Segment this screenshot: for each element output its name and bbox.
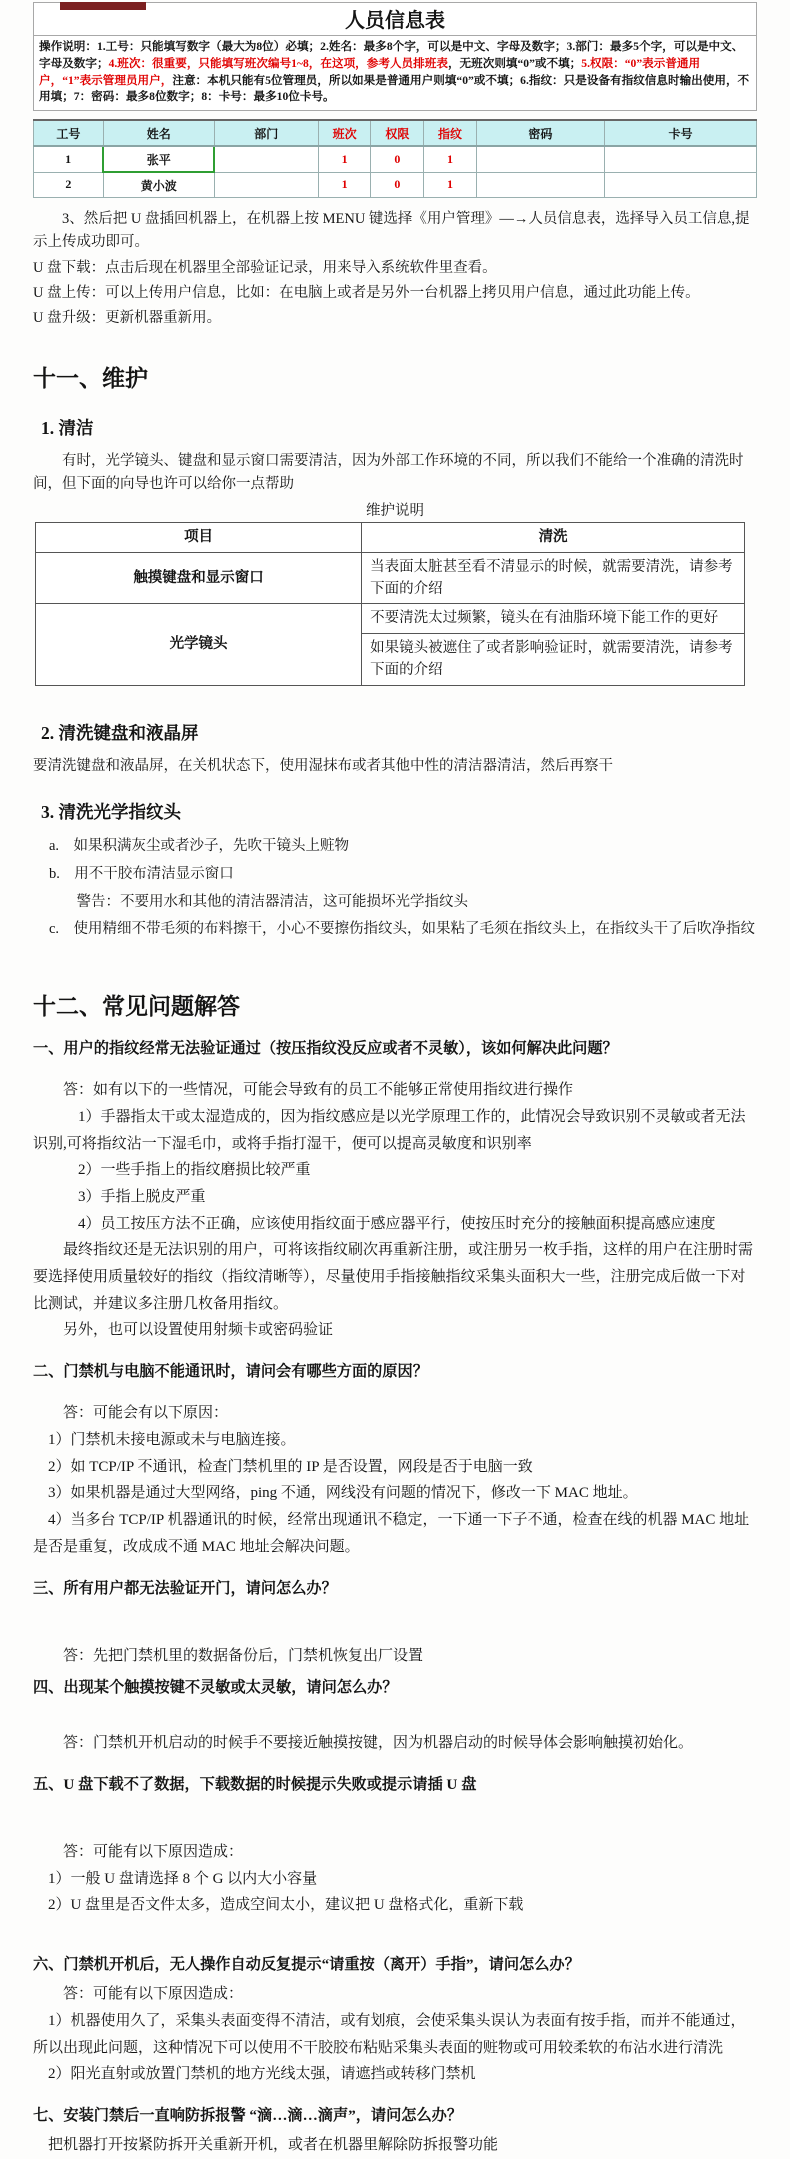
faq-question-4: 四、出现某个触摸按键不灵敏或太灵敏，请问怎么办？ [33, 1678, 398, 1696]
answer-line: 答：门禁机开机启动的时候手不要接近触摸按键，因为机器启动的时候导体会影响触摸初始化。 [63, 1734, 694, 1751]
maintenance-clean-lens-b: 如果镜头被遮住了或者影响验证时，就需要清洗，请参考下面的介绍 [362, 633, 745, 685]
cell-privilege: 0 [371, 172, 424, 198]
instruction-segment-2: ，无班次则填“0”或不填； [447, 56, 582, 70]
faq-answer-5 [33, 1839, 757, 1919]
cell-card-number [604, 172, 756, 198]
usb-notes [33, 208, 757, 330]
col-header-privilege: 权限 [371, 120, 424, 146]
table-row [34, 172, 757, 198]
cell-shift: 1 [318, 172, 371, 198]
cell-employee-id: 2 [34, 172, 104, 198]
col-header-card-number: 卡号 [604, 120, 756, 146]
instruction-segment-privilege: 5.权限：“0”表示普通用户，“1”表示管理员用户， [39, 56, 701, 87]
answer-line: 1）门禁机未接电源或未与电脑连接。 [48, 1432, 296, 1449]
col-header-password: 密码 [476, 120, 604, 146]
operation-instructions [34, 36, 756, 110]
faq-question-2: 二、门禁机与电脑不能通讯时，请问会有哪些方面的原因？ [33, 1363, 428, 1381]
cell-employee-id: 1 [34, 146, 104, 172]
answer-line: 1）手器指太干或太湿造成的，因为指纹感应是以光学原理工作的，此情况会导致识别不灵敏或者无法识别,可将指纹沾一下湿毛巾，或将手指打湿干，便可以提高灵敏度和识别率 [33, 1108, 746, 1152]
document-page [33, 2, 757, 2159]
answer-line: 1）一般 U 盘请选择 8 个 G 以内大小容量 [48, 1870, 318, 1887]
cell-department [214, 172, 318, 198]
answer-line: 2）阳光直射或放置门禁机的地方光线太强，请遮挡或转移门禁机 [48, 2066, 476, 2083]
faq-question-1: 一、用户的指纹经常无法验证通过（按压指纹没反应或者不灵敏），该如何解决此问题？ [33, 1039, 618, 1057]
maintenance-row [36, 604, 745, 633]
cell-department [214, 146, 318, 172]
faq-answer-7 [33, 2132, 757, 2159]
maintenance-col-clean: 清洗 [362, 523, 745, 552]
personnel-table-header-row [34, 120, 757, 146]
subsection-clean-keyboard-lcd: 2. 清洗键盘和液晶屏 [41, 722, 199, 743]
subsection-clean-fingerprint-head: 3. 清洗光学指纹头 [41, 802, 181, 823]
maintenance-col-item: 项目 [36, 523, 362, 552]
personnel-table-title: 人员信息表 [34, 3, 756, 36]
maintenance-intro: 有时，光学镜头、键盘和显示窗口需要清洁，因为外部工作环境的不同，所以我们不能给一个准确的清洗时间，但下面的向导也许可以给你一点帮助 [33, 453, 744, 492]
cell-card-number [604, 146, 756, 172]
col-header-employee-id: 工号 [34, 120, 104, 146]
answer-line: 4）员工按压方法不正确，应该使用指纹面于感应器平行，使按压时充分的接触面积提高感应速度 [78, 1215, 716, 1232]
cell-shift: 1 [318, 146, 371, 172]
answer-line: 另外，也可以设置使用射频卡或密码验证 [63, 1322, 334, 1339]
usb-upgrade: U 盘升级：更新机器重新用。 [33, 309, 222, 326]
cell-fingerprint: 1 [424, 172, 477, 198]
subsection-cleaning: 1. 清洁 [41, 418, 94, 439]
answer-line: 答：先把门禁机里的数据备份后，门禁机恢复出厂设置 [63, 1647, 424, 1664]
answer-line: 1）机器使用久了，采集头表面变得不清洁，或有划痕，会使采集头误认为表面有按手指，而并不能通过，所以出现此问题，这种情况下可以使用不干胶胶布粘贴采集头表面的赃物或可用较柔软的布沾水进行清洗 [33, 2012, 746, 2056]
faq-question-3: 三、所有用户都无法验证开门，请问怎么办？ [33, 1579, 337, 1597]
section-12-heading: 十二、常见问题解答 [33, 993, 240, 1019]
instruction-segment-1: 操作说明：1.工号：只能填写数字（最大为8位）必填；2.姓名：最多8个字，可以是中文、字母及数字；3.部门：最多5个字，可以是中文、字母及数字； [39, 40, 744, 70]
faq-question-5: 五、U 盘下载不了数据，下载数据的时候提示失败或提示请插 U 盘 [33, 1775, 477, 1793]
usb-download: U 盘下载：点击后现在机器里全部验证记录，用来导入系统软件里查看。 [33, 259, 497, 276]
maintenance-table-caption: 维护说明 [366, 503, 424, 520]
clean-step-a: a. 如果积满灰尘或者沙子，先吹干镜头上赃物 [48, 838, 349, 855]
cell-password [476, 146, 604, 172]
maintenance-header-row [36, 523, 745, 552]
answer-line: 2）U 盘里是否文件太多，造成空间太小，建议把 U 盘格式化，重新下载 [48, 1897, 524, 1914]
col-header-department: 部门 [214, 120, 318, 146]
clean-step-b: b. 用不干胶布清洁显示窗口 [48, 865, 234, 882]
faq-question-6: 六、门禁机开机后，无人操作自动反复提示“请重按（离开）手指”，请问怎么办？ [33, 1955, 580, 1973]
clean-warning: 警告：不要用水和其他的清洁器清洁，这可能损坏光学指纹头 [76, 893, 468, 910]
usb-upload: U 盘上传：可以上传用户信息，比如：在电脑上或者是另外一台机器上拷贝用户信息，通过此功能上传。 [33, 284, 700, 301]
faq-answer-2 [33, 1400, 757, 1560]
cell-fingerprint: 1 [424, 146, 477, 172]
faq-question-7: 七、安装门禁后一直响防拆报警 “滴…滴…滴声”，请问怎么办？ [33, 2106, 463, 2124]
faq-answer-3 [33, 1643, 757, 1670]
cell-name-selected[interactable]: 张平 [103, 146, 214, 172]
answer-line: 答：如有以下的一些情况，可能会导致有的员工不能够正常使用指纹进行操作 [63, 1082, 574, 1099]
cell-privilege: 0 [371, 146, 424, 172]
faq-answer-1 [33, 1077, 757, 1344]
maintenance-clean-lens-a: 不要清洗太过频繁，镜头在有油脂环境下能工作的更好 [362, 604, 745, 633]
faq-answer-4 [33, 1730, 757, 1757]
top-red-fragment [60, 2, 146, 10]
answer-line: 4）当多台 TCP/IP 机器通讯的时候，经常出现通讯不稳定，一下通一下子不通，检查在线的机器 MAC 地址是否是重复，改成成不通 MAC 地址会解决问题。 [33, 1512, 750, 1555]
answer-line: 答：可能会有以下原因： [63, 1405, 229, 1422]
col-header-shift: 班次 [318, 120, 371, 146]
answer-line: 3）如果机器是通过大型网络，ping 不通，网线没有问题的情况下，修改一下 MAC 地址。 [48, 1485, 638, 1502]
usb-step3: 3、然后把 U 盘插回机器上，在机器上按 MENU 键选择《用户管理》—→人员信息表，选择导入员工信息,提示上传成功即可。 [33, 211, 750, 251]
instruction-segment-shift: 4.班次：很重要，只能填写班次编号1~8，在这项，参考人员排班表 [108, 56, 448, 70]
faq-answer-6 [33, 1981, 757, 2088]
answer-line: 答：可能有以下原因造成： [63, 1843, 244, 1860]
table-row [34, 146, 757, 172]
personnel-table [33, 119, 757, 198]
cell-name: 黄小波 [103, 172, 214, 198]
answer-line: 3）手指上脱皮严重 [78, 1188, 206, 1205]
clean-keyboard-lcd-text: 要清洗键盘和液晶屏，在关机状态下，使用湿抹布或者其他中性的清洁器清洁，然后再察干 [33, 757, 613, 774]
answer-line: 2）一些手指上的指纹磨损比较严重 [78, 1162, 311, 1179]
maintenance-item-lens: 光学镜头 [36, 604, 362, 685]
answer-line: 把机器打开按紧防拆开关重新开机，或者在机器里解除防拆报警功能 [48, 2137, 499, 2154]
personnel-info-section [33, 2, 757, 111]
answer-line: 最终指纹还是无法识别的用户，可将该指纹刷次再重新注册，或注册另一枚手指，这样的用户在注册时需要选择使用质量较好的指纹（指纹清晰等），尽量使用手指接触指纹采集头面积大一些，注册完成后做一下对比测试，并建议多注册几枚备用指纹。 [33, 1242, 754, 1312]
answer-line: 2）如 TCP/IP 不通讯，检查门禁机里的 IP 是否设置，网段是否于电脑一致 [48, 1458, 533, 1475]
instruction-segment-3: 注意：本机只能有5位管理员，所以如果是普通用户则填“0”或不填；6.指纹：只是设备有指纹信息时输出使用，不用填；7：密码：最多8位数字；8：卡号：最多10位卡号。 [39, 73, 750, 104]
maintenance-clean-keypad: 当表面太脏甚至看不清显示的时候，就需要清洗，请参考下面的介绍 [362, 552, 745, 604]
clean-step-c: c. 使用精细不带毛须的布料擦干，小心不要擦伤指纹头，如果粘了毛须在指纹头上，在指纹头干了后吹净指纹 [48, 921, 756, 938]
cell-password [476, 172, 604, 198]
section-11-heading: 十一、维护 [33, 366, 148, 392]
col-header-fingerprint: 指纹 [424, 120, 477, 146]
answer-line: 答：可能有以下原因造成： [63, 1986, 244, 2003]
maintenance-table [35, 522, 745, 686]
maintenance-row [36, 552, 745, 604]
col-header-name: 姓名 [103, 120, 214, 146]
maintenance-item-keypad: 触摸键盘和显示窗口 [36, 552, 362, 604]
